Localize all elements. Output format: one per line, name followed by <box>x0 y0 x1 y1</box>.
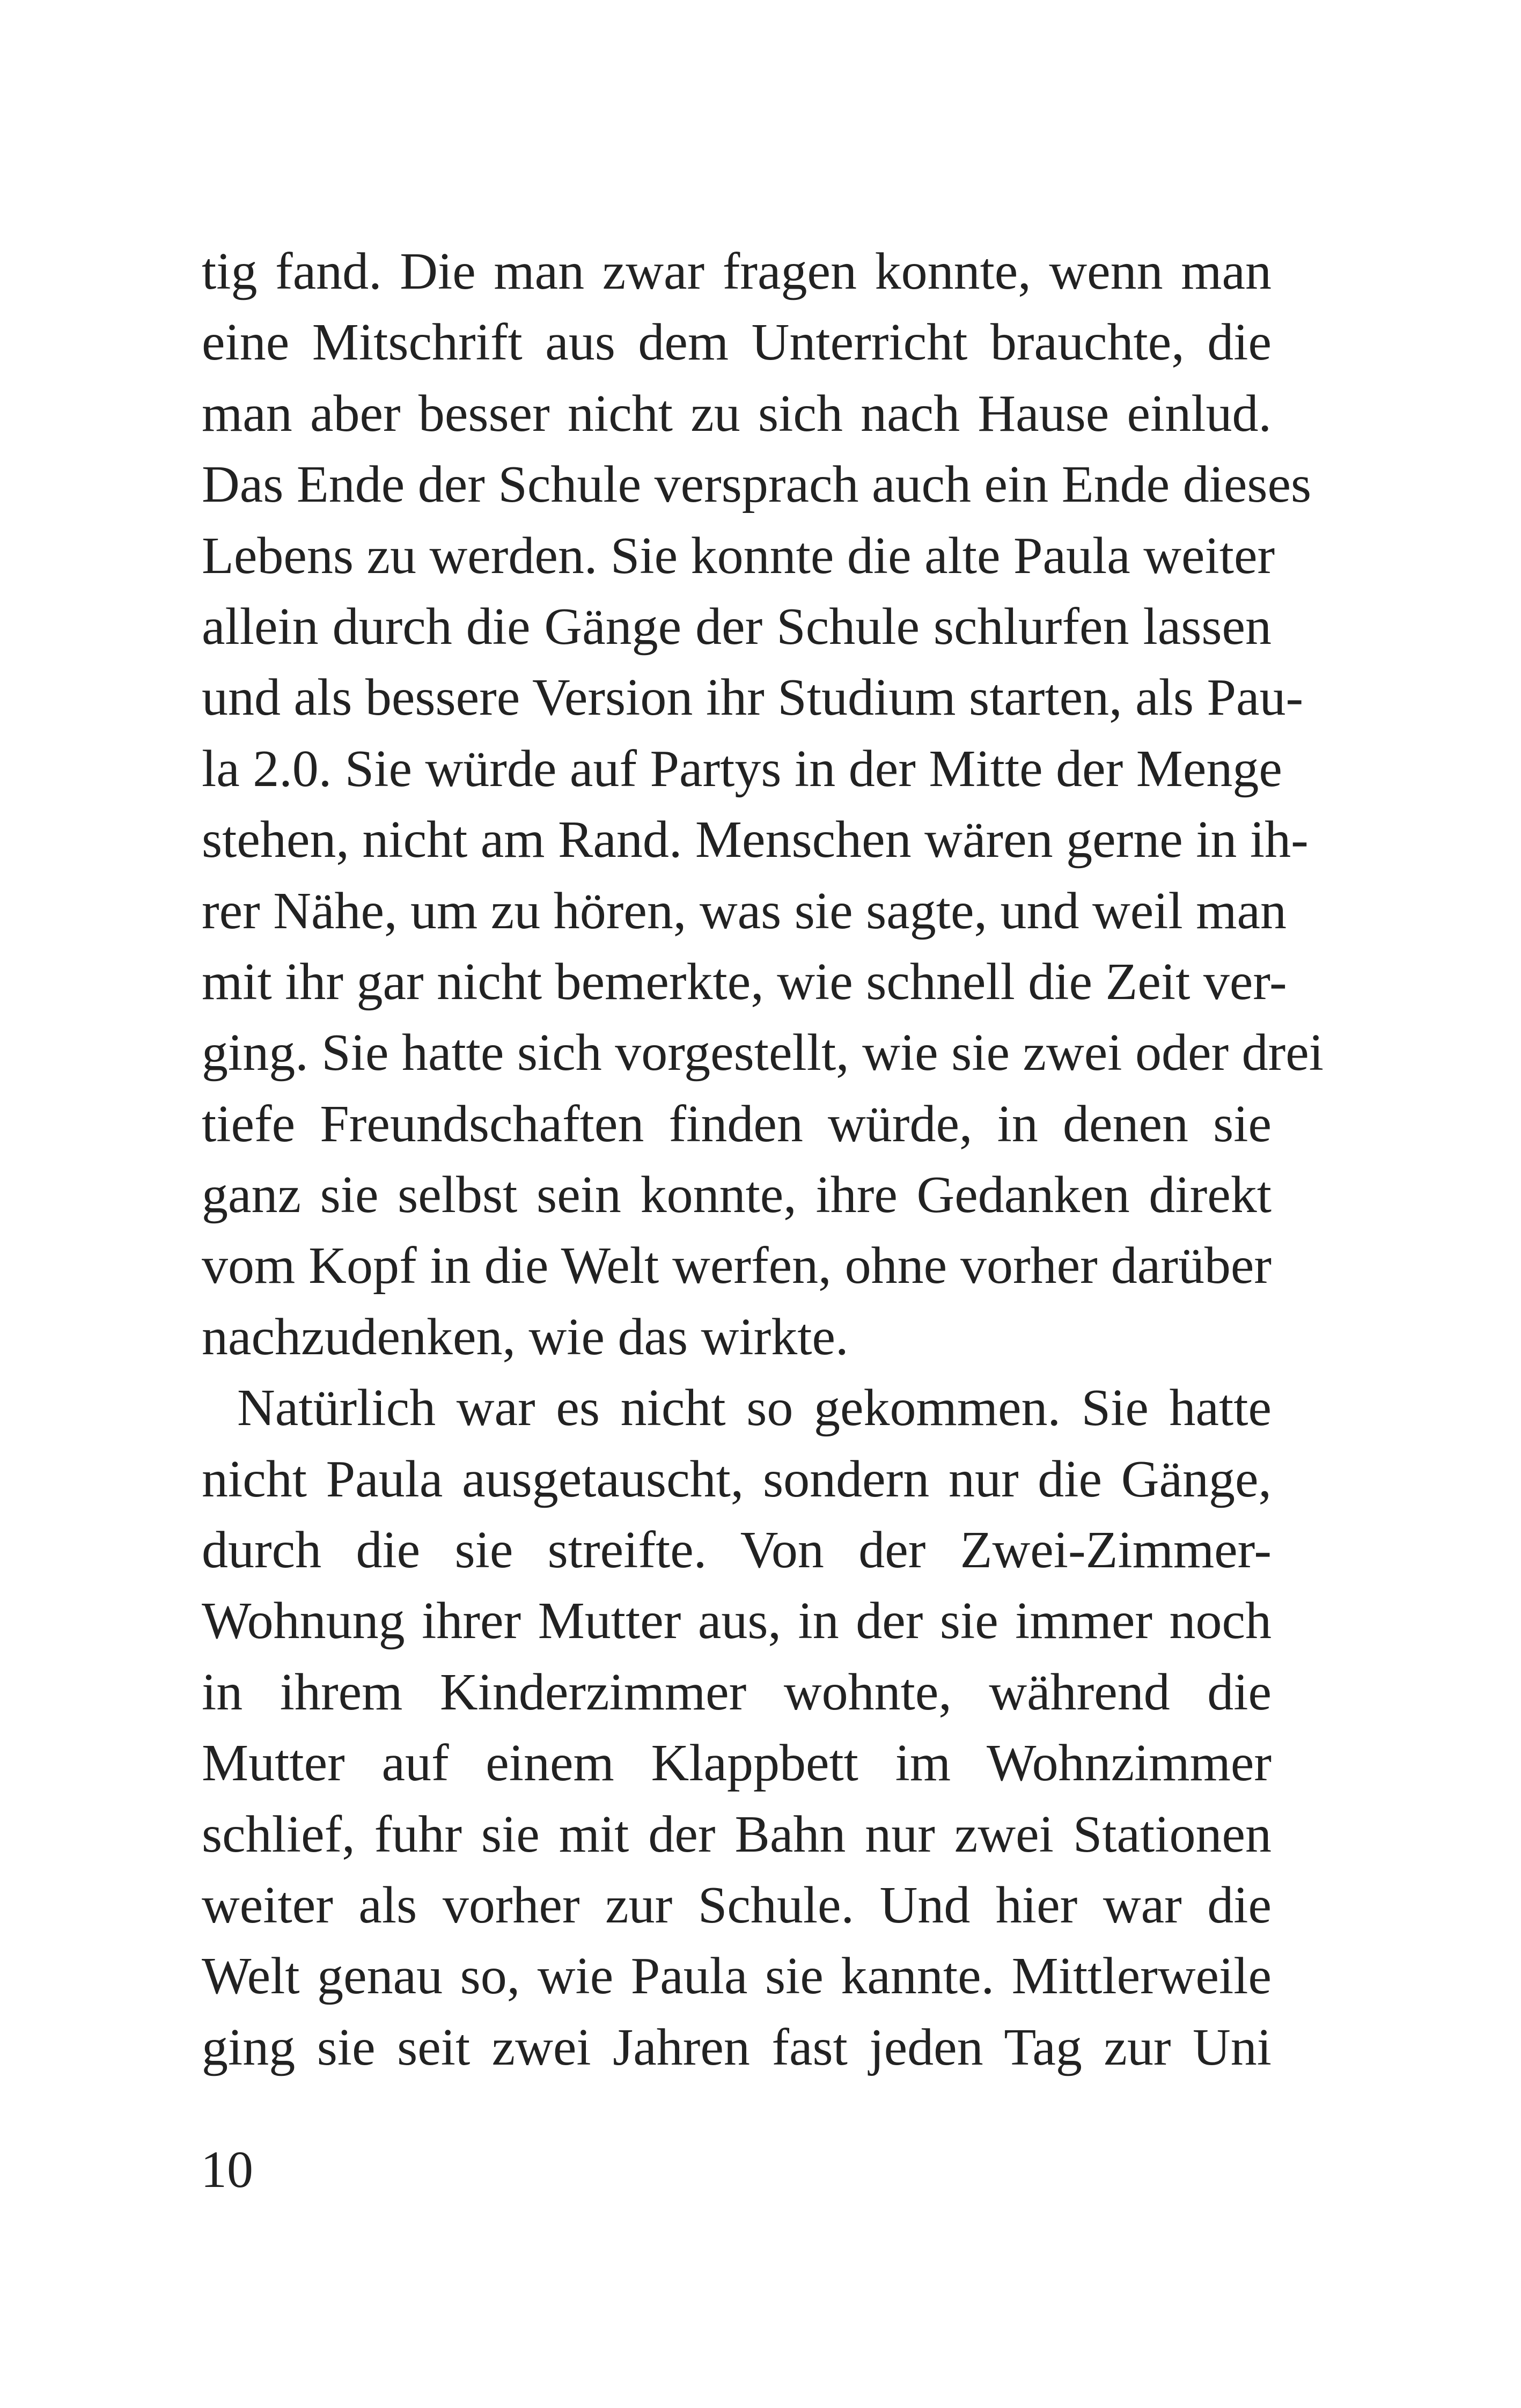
paragraph <box>202 236 1324 1372</box>
page-number: 10 <box>201 2141 253 2199</box>
text-line: Lebens zu werden. Sie konnte die alte Paula weiter <box>202 526 1275 585</box>
text-line: in ihrem Kinderzimmer wohnte, während die <box>202 1663 1272 1721</box>
text-line: tig fand. Die man zwar fragen konnte, wenn man <box>202 243 1272 300</box>
text-line: la 2.0. Sie würde auf Partys in der Mitte der Menge <box>202 739 1282 798</box>
text-line: tiefe Freundschaften finden würde, in denen sie <box>202 1095 1272 1153</box>
text-line: allein durch die Gänge der Schule schlurfen lassen <box>202 597 1272 656</box>
text-line: Welt genau so, wie Paula sie kannte. Mittlerweile <box>202 1947 1272 2006</box>
text-line: rer Nähe, um zu hören, was sie sagte, und weil man <box>202 882 1287 940</box>
text-line: durch die sie streifte. Von der Zwei-Zimmer- <box>202 1521 1272 1580</box>
text-line: Wohnung ihrer Mutter aus, in der sie immer noch <box>202 1592 1272 1650</box>
text-line: weiter als vorher zur Schule. Und hier war die <box>202 1876 1272 1934</box>
text-line: Natürlich war es nicht so gekommen. Sie hatte <box>237 1379 1272 1437</box>
text-line: Mutter auf einem Klappbett im Wohnzimmer <box>202 1734 1272 1793</box>
text-line: ganz sie selbst sein konnte, ihre Gedanken direkt <box>202 1166 1272 1224</box>
text-line: nicht Paula ausgetauscht, sondern nur die Gänge, <box>202 1450 1272 1508</box>
text-line: und als bessere Version ihr Studium starten, als Pau- <box>202 669 1304 727</box>
body-text <box>202 236 1324 2083</box>
text-line: man aber besser nicht zu sich nach Hause einlud. <box>202 384 1272 443</box>
text-line: schlief, fuhr sie mit der Bahn nur zwei Stationen <box>202 1805 1272 1863</box>
paragraph <box>202 1372 1272 2083</box>
text-line: ging sie seit zwei Jahren fast jeden Tag zur Uni <box>202 2018 1272 2076</box>
text-line: eine Mitschrift aus dem Unterricht brauchte, die <box>202 313 1272 372</box>
text-line: mit ihr gar nicht bemerkte, wie schnell die Zeit ver- <box>202 952 1287 1011</box>
text-line: ging. Sie hatte sich vorgestellt, wie sie zwei oder drei <box>202 1024 1324 1082</box>
text-line: nachzudenken, wie das wirkte. <box>202 1308 849 1366</box>
text-line: vom Kopf in die Welt werfen, ohne vorher darüber <box>202 1237 1272 1295</box>
text-line: Das Ende der Schule versprach auch ein Ende dieses <box>202 456 1312 514</box>
text-line: stehen, nicht am Rand. Menschen wären gerne in ih- <box>202 811 1309 869</box>
